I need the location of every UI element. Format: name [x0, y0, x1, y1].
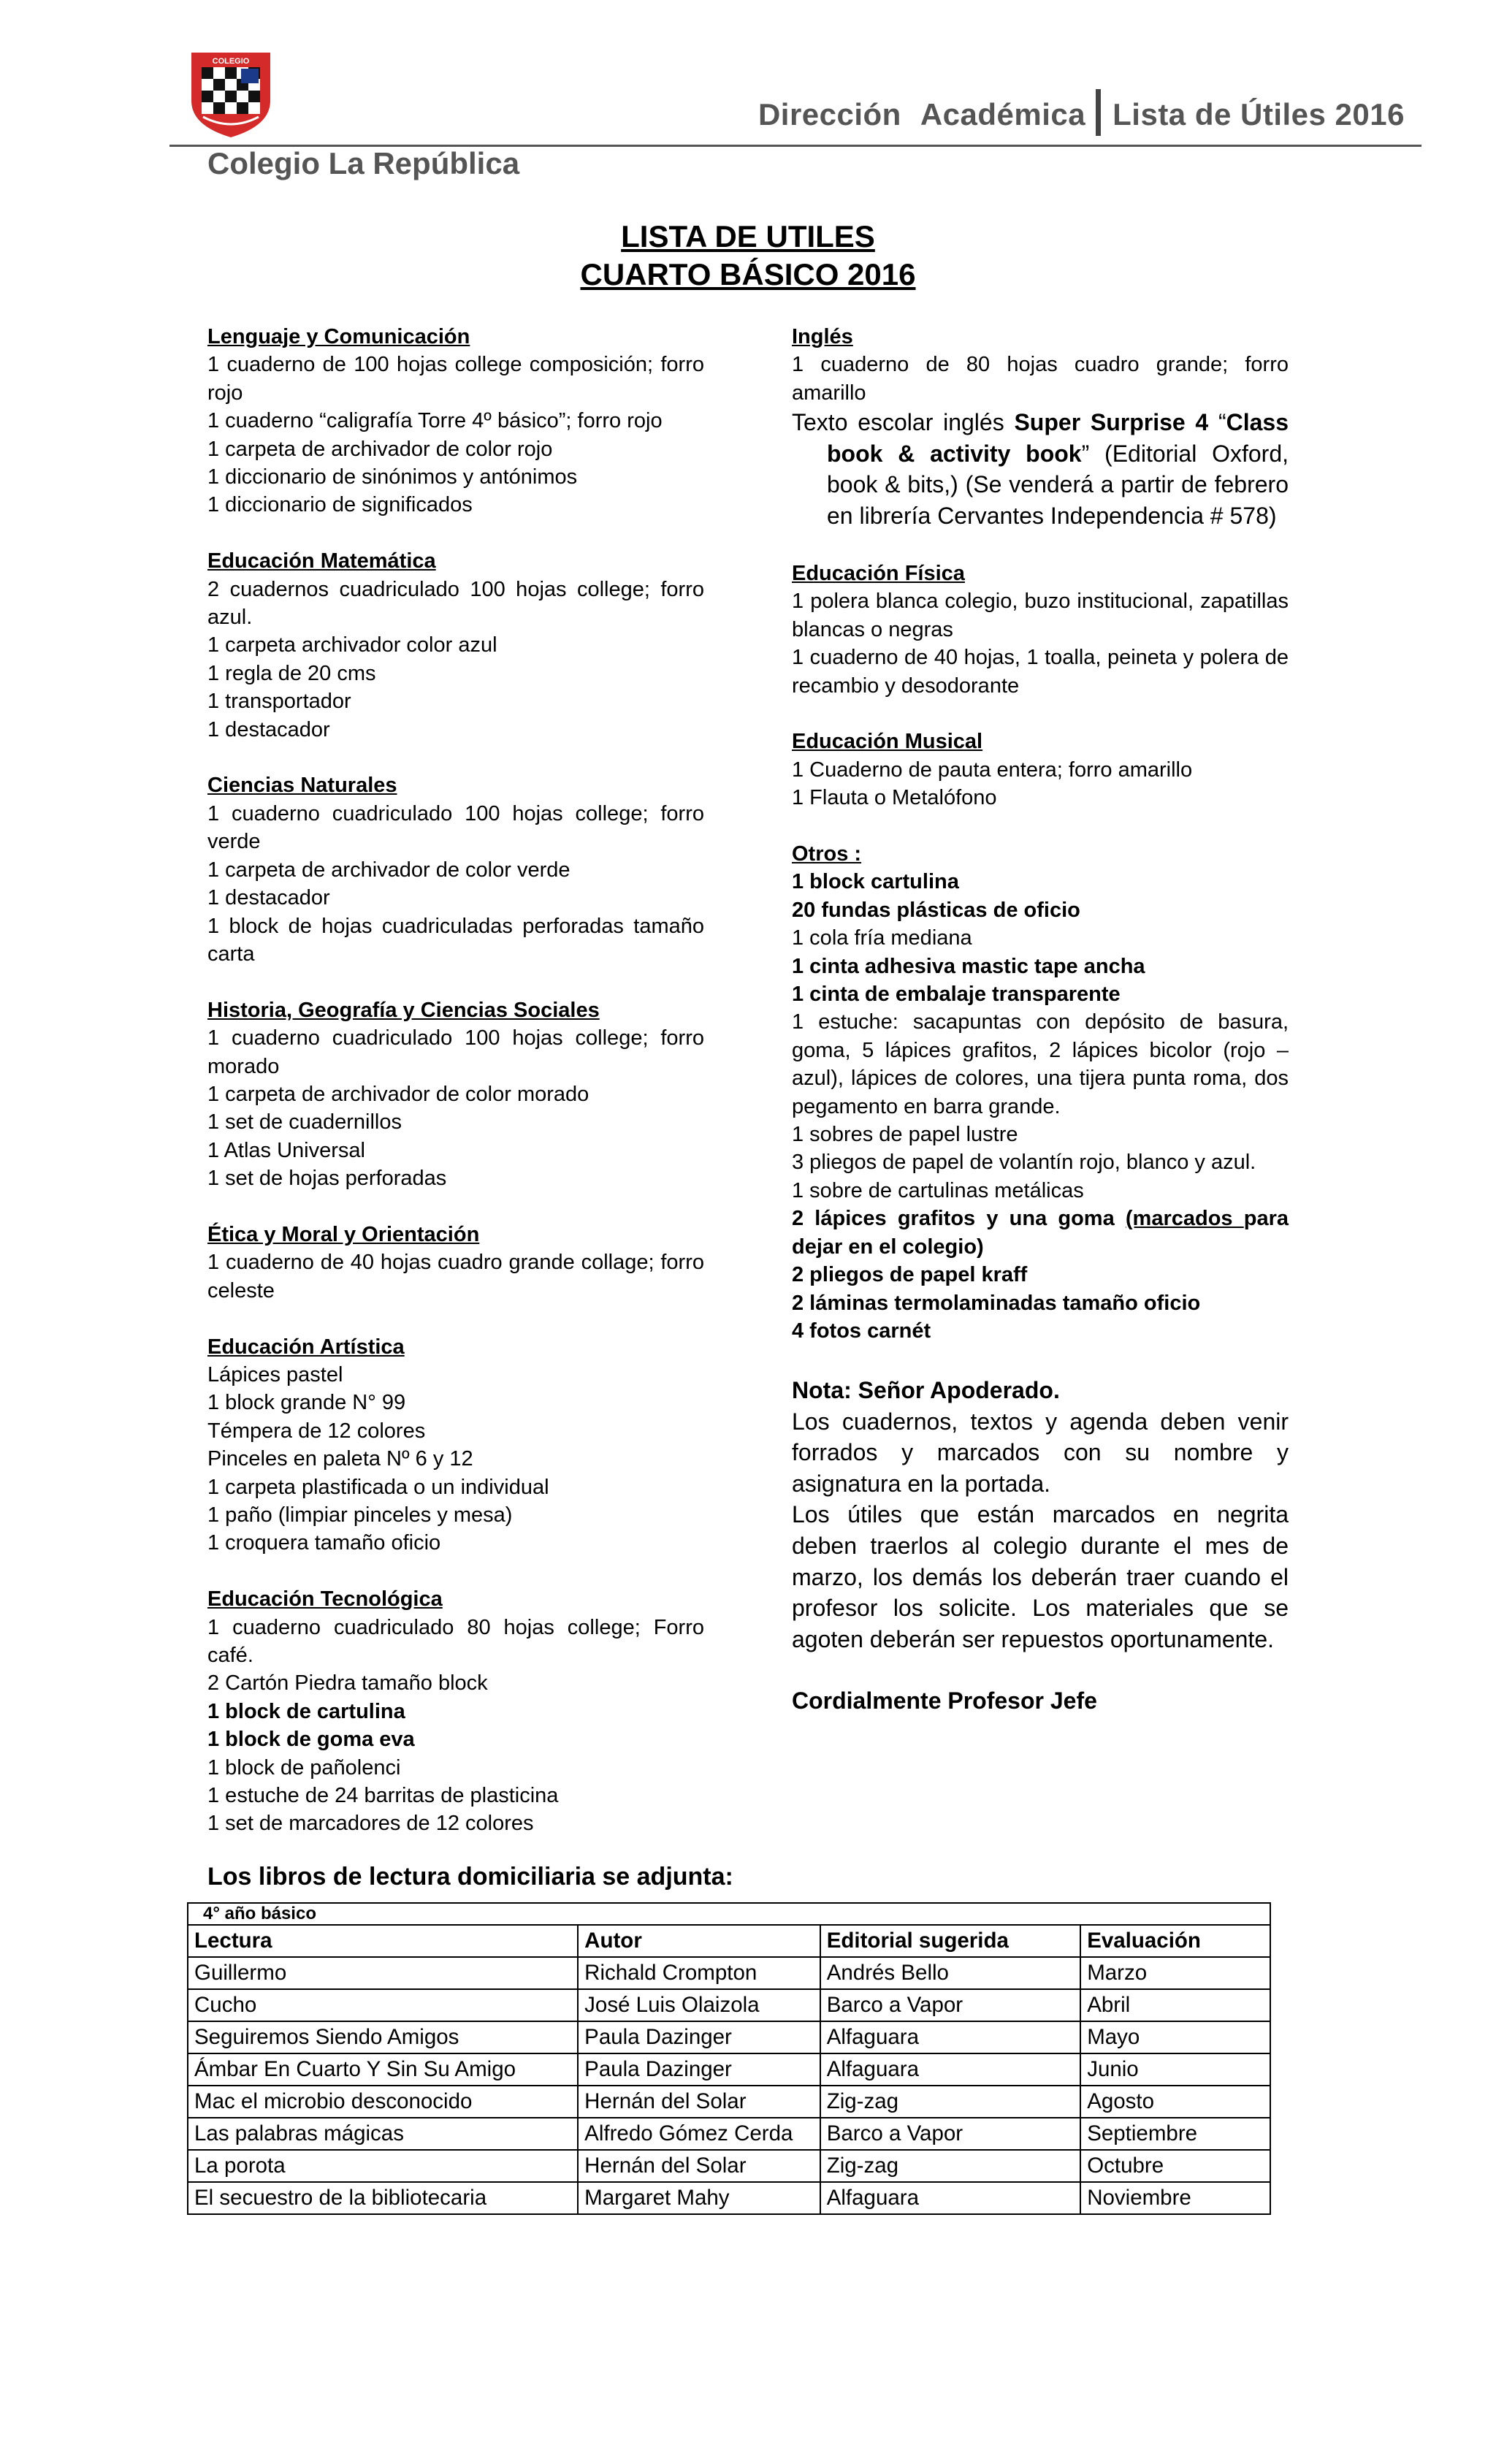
list-item: 1 transportador	[207, 690, 351, 714]
cell-author: Hernán del Solar	[578, 2150, 820, 2182]
list-item: 3 pliegos de papel de volantín rojo, blanco y azul.	[792, 1151, 1256, 1175]
list-item: 1 cuaderno de 40 hojas cuadro grande collage; forro celeste	[207, 1251, 704, 1302]
list-item: Pinceles en paleta Nº 6 y 12	[207, 1447, 473, 1471]
section-heading-fisica: Educación Física	[792, 561, 965, 585]
cell-evaluation: Septiembre	[1080, 2118, 1270, 2150]
section-heading-etica: Ética y Moral y Orientación	[207, 1222, 480, 1246]
list-item: 20 fundas plásticas de oficio	[792, 898, 1080, 922]
list-item: 1 cuaderno cuadriculado 100 hojas college; forro morado	[207, 1026, 704, 1078]
list-item: 1 set de hojas perforadas	[207, 1167, 447, 1191]
section-heading-artistica: Educación Artística	[207, 1335, 405, 1359]
cell-author: Alfredo Gómez Cerda	[578, 2118, 820, 2150]
list-item: 1 destacador	[207, 886, 330, 910]
school-crest-icon	[188, 50, 273, 139]
cell-title: Ámbar En Cuarto Y Sin Su Amigo	[188, 2053, 578, 2086]
column-header: Lectura	[188, 1925, 578, 1957]
table-row	[188, 2021, 1270, 2053]
cell-title: Seguiremos Siendo Amigos	[188, 2021, 578, 2053]
list-item: 1 carpeta archivador color azul	[207, 633, 497, 657]
section-heading-ciencias: Ciencias Naturales	[207, 774, 397, 798]
list-item: 4 fotos carnét	[792, 1319, 931, 1343]
section-heading-tecnologica: Educación Tecnológica	[207, 1587, 443, 1611]
section-heading-matematica: Educación Matemática	[207, 549, 436, 573]
cell-author: Paula Dazinger	[578, 2021, 820, 2053]
table-row	[188, 2086, 1270, 2118]
cell-author: Hernán del Solar	[578, 2086, 820, 2118]
cell-author: Paula Dazinger	[578, 2053, 820, 2086]
note-paragraph-1: Los cuadernos, textos y agenda deben venir forrados y marcados con su nombre y asignatura en la portada.	[792, 1408, 1289, 1497]
list-item: 1 carpeta de archivador de color morado	[207, 1082, 589, 1106]
cell-publisher: Alfaguara	[820, 2182, 1080, 2214]
note-heading: Nota: Señor Apoderado.	[792, 1377, 1060, 1403]
list-item: 1 set de cuadernillos	[207, 1110, 402, 1134]
list-item: 1 diccionario de significados	[207, 493, 473, 517]
table-row	[188, 2150, 1270, 2182]
left-column	[207, 323, 704, 1838]
list-item: 1 Atlas Universal	[207, 1138, 365, 1162]
document-title: Lista de Útiles 2016	[1113, 97, 1405, 132]
cell-evaluation: Noviembre	[1080, 2182, 1270, 2214]
list-item: 1 block cartulina	[792, 870, 959, 894]
list-item: 1 sobre de cartulinas metálicas	[792, 1178, 1084, 1202]
cell-evaluation: Junio	[1080, 2053, 1270, 2086]
list-item: 1 estuche de 24 barritas de plasticina	[207, 1784, 559, 1808]
list-item: 1 block de goma eva	[207, 1728, 415, 1752]
column-header: Editorial sugerida	[820, 1925, 1080, 1957]
department-label-2: Académica	[920, 97, 1086, 132]
list-item: Témpera de 12 colores	[207, 1419, 426, 1443]
list-item: 1 polera blanca colegio, buzo institucional, zapatillas blancas o negras	[792, 590, 1289, 641]
table-row	[188, 1957, 1270, 1989]
list-item: 1 diccionario de sinónimos y antónimos	[207, 465, 578, 489]
cell-publisher: Barco a Vapor	[820, 1989, 1080, 2021]
page-subtitle: CUARTO BÁSICO 2016	[580, 257, 916, 291]
list-item: 1 block grande N° 99	[207, 1391, 406, 1415]
cell-title: La porota	[188, 2150, 578, 2182]
list-item: 2 láminas termolaminadas tamaño oficio	[792, 1291, 1201, 1315]
list-item: 1 destacador	[207, 717, 330, 741]
list-item: 1 sobres de papel lustre	[792, 1123, 1018, 1147]
list-item: 1 block de pañolenci	[207, 1755, 401, 1780]
list-item: 1 cuaderno cuadriculado 100 hojas college; forro verde	[207, 801, 704, 854]
cell-publisher: Zig-zag	[820, 2150, 1080, 2182]
cell-evaluation: Agosto	[1080, 2086, 1270, 2118]
cell-publisher: Alfaguara	[820, 2053, 1080, 2086]
cell-publisher: Zig-zag	[820, 2086, 1080, 2118]
cell-publisher: Barco a Vapor	[820, 2118, 1080, 2150]
svg-text:COLEGIO: COLEGIO	[212, 57, 250, 66]
cell-evaluation: Octubre	[1080, 2150, 1270, 2182]
list-item: 1 block de hojas cuadriculadas perforadas tamaño carta	[207, 914, 704, 966]
table-row	[188, 1989, 1270, 2021]
section-heading-lenguaje: Lenguaje y Comunicación	[207, 325, 470, 348]
cell-title: Las palabras mágicas	[188, 2118, 578, 2150]
cell-publisher: Alfaguara	[820, 2021, 1080, 2053]
right-column	[792, 323, 1289, 1345]
books-table	[187, 1902, 1271, 2215]
list-item: 1 cola fría mediana	[792, 926, 972, 950]
list-item: 1 block de cartulina	[207, 1699, 405, 1723]
cell-evaluation: Mayo	[1080, 2021, 1270, 2053]
list-item: Lápices pastel	[207, 1362, 343, 1387]
list-item: 2 Cartón Piedra tamaño block	[207, 1671, 488, 1696]
cell-publisher: Andrés Bello	[820, 1957, 1080, 1989]
list-item: 1 paño (limpiar pinceles y mesa)	[207, 1503, 513, 1527]
table-row	[188, 2182, 1270, 2214]
note-block	[792, 1375, 1289, 1717]
cell-author: Margaret Mahy	[578, 2182, 820, 2214]
list-item-marked: 2 lápices grafitos y una goma (marcados para dejar en el colegio)	[792, 1207, 1289, 1259]
header-title	[758, 94, 1405, 140]
list-item-textbook: Texto escolar inglés Super Surprise 4 “Class book & activity book” (Editorial Oxford, book & bits,) (Se venderá a partir de febrero en librería Cervantes Independencia # 578)	[792, 409, 1289, 529]
books-intro: Los libros de lectura domiciliaria se adjunta:	[207, 1863, 733, 1891]
list-item: 1 Cuaderno de pauta entera; forro amarillo	[792, 758, 1193, 782]
cell-author: Richald Crompton	[578, 1957, 820, 1989]
table-header-row	[188, 1925, 1270, 1957]
list-item: 1 set de marcadores de 12 colores	[207, 1812, 534, 1836]
school-name: Colegio La República	[207, 146, 520, 180]
cell-title: Guillermo	[188, 1957, 578, 1989]
list-item: 1 cinta de embalaje transparente	[792, 983, 1121, 1007]
cell-title: El secuestro de la bibliotecaria	[188, 2182, 578, 2214]
grade-label: 4° año básico	[188, 1903, 1270, 1925]
section-heading-musical: Educación Musical	[792, 730, 983, 754]
cell-evaluation: Marzo	[1080, 1957, 1270, 1989]
header-separator	[1096, 89, 1101, 136]
table-row	[188, 2118, 1270, 2150]
note-signature: Cordialmente Profesor Jefe	[792, 1687, 1097, 1714]
table-row	[188, 2053, 1270, 2086]
note-paragraph-2: Los útiles que están marcados en negrita deben traerlos al colegio durante el mes de marzo, los demás los deberán traer cuando el profesor los solicite. Los materiales que se agoten deberán ser repuestos oportunamente.	[792, 1501, 1289, 1652]
table-grade-row	[188, 1903, 1270, 1925]
list-item: 1 carpeta de archivador de color rojo	[207, 437, 553, 461]
page-title: LISTA DE UTILES	[621, 219, 875, 253]
list-item: 1 Flauta o Metalófono	[792, 786, 997, 810]
cell-author: José Luis Olaizola	[578, 1989, 820, 2021]
list-item: 1 cuaderno “caligrafía Torre 4º básico”; forro rojo	[207, 409, 663, 433]
column-header: Evaluación	[1080, 1925, 1270, 1957]
department-label: Dirección	[757, 97, 901, 132]
list-item: 1 cuaderno cuadriculado 80 hojas college; Forro café.	[207, 1615, 704, 1667]
column-header: Autor	[578, 1925, 820, 1957]
cell-title: Mac el microbio desconocido	[188, 2086, 578, 2118]
cell-title: Cucho	[188, 1989, 578, 2021]
list-item: 1 cuaderno de 40 hojas, 1 toalla, peineta y polera de recambio y desodorante	[792, 646, 1289, 698]
list-item: 2 cuadernos cuadriculado 100 hojas college; forro azul.	[207, 577, 704, 630]
list-item: 1 carpeta de archivador de color verde	[207, 858, 570, 882]
section-heading-historia: Historia, Geografía y Ciencias Sociales	[207, 998, 600, 1022]
list-item: 1 cinta adhesiva mastic tape ancha	[792, 954, 1145, 978]
section-heading-ingles: Inglés	[792, 325, 853, 348]
list-item: 1 cuaderno de 100 hojas college composición; forro rojo	[207, 353, 704, 405]
section-heading-otros: Otros :	[792, 842, 862, 866]
list-item: 1 carpeta plastificada o un individual	[207, 1475, 549, 1499]
list-item: 1 estuche: sacapuntas con depósito de basura, goma, 5 lápices grafitos, 2 lápices bicolor (rojo – azul), lápices de colores, una tijera punta roma, dos pegamento en barra grande.	[792, 1010, 1289, 1118]
list-item: 1 cuaderno de 80 hojas cuadro grande; forro amarillo	[792, 353, 1289, 405]
list-item: 1 regla de 20 cms	[207, 661, 376, 685]
list-item: 2 pliegos de papel kraff	[792, 1263, 1028, 1287]
cell-evaluation: Abril	[1080, 1989, 1270, 2021]
list-item: 1 croquera tamaño oficio	[207, 1531, 441, 1555]
